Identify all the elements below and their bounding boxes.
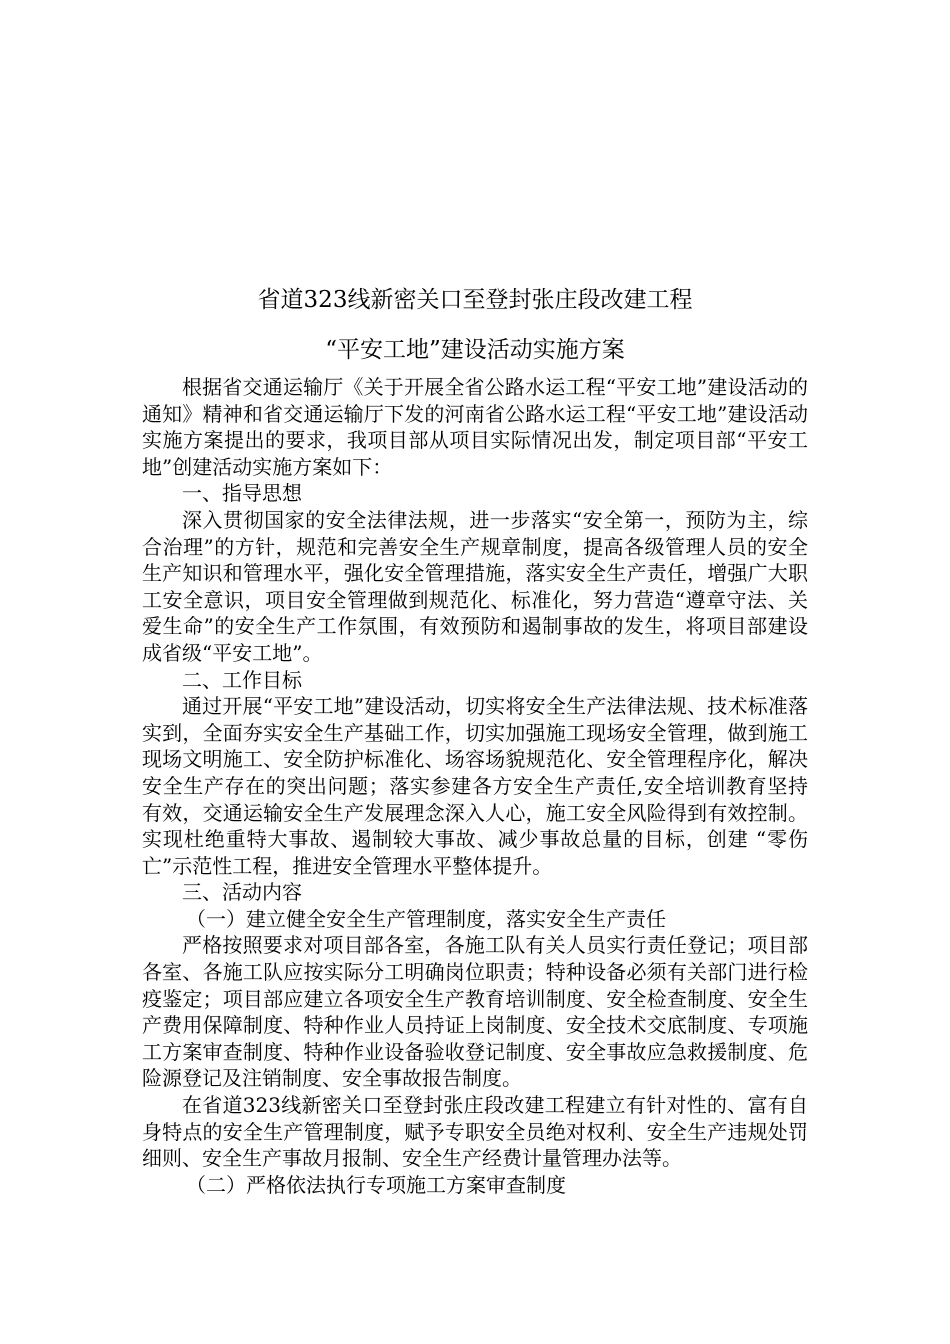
- section-heading-activity-content: 三、活动内容: [182, 880, 302, 905]
- body-paragraph: 通过开展“平安工地”建设活动，切实将安全生产法律法规、技术标准落实到，全面夯实安全生产基础工作，切实加强施工现场安全管理，做到施工现场文明施工、安全防护标准化、场容场貌规范化、安全管理程序化，解决安全生产存在的突出问题；落实参建各方安全生产责任,安全培训教育坚持有效，交通运输安全生产发展理念深入人心，施工安全风险得到有效控制。实现杜绝重特大事故、遏制较大事故、减少事故总量的目标，创建 “零伤亡”示范性工程，推进安全管理水平整体提升。: [142, 694, 808, 878]
- section-heading-guiding-ideology: 一、指导思想: [182, 481, 302, 506]
- document-subtitle: “平安工地”建设活动实施方案: [325, 337, 625, 363]
- body-paragraph: 深入贯彻国家的安全法律法规，进一步落实“安全第一，预防为主，综合治理”的方针，规范和完善安全生产规章制度，提高各级管理人员的安全生产知识和管理水平，强化安全管理措施，落实安全生产责任，增强广大职工安全意识，项目安全管理做到规范化、标准化，努力营造“遵章守法、关爱生命”的安全生产工作氛围，有效预防和遏制事故的发生，将项目部建设成省级“平安工地”。: [142, 507, 808, 665]
- document-title: 省道323线新密关口至登封张庄段改建工程: [257, 287, 693, 313]
- subsection-heading: （二）严格依法执行专项施工方案审查制度: [186, 1172, 566, 1197]
- body-paragraph: 在省道323线新密关口至登封张庄段改建工程建立有针对性的、富有自身特点的安全生产管理制度，赋予专职安全员绝对权利、安全生产违规处罚细则、安全生产事故月报制、安全生产经费计量管理办法等。: [142, 1093, 808, 1171]
- intro-paragraph: 根据省交通运输厅《关于开展全省公路水运工程“平安工地”建设活动的通知》精神和省交通运输厅下发的河南省公路水运工程“平安工地”建设活动实施方案提出的要求，我项目部从项目实际情况出发，制定项目部“平安工地”创建活动实施方案如下：: [142, 375, 808, 479]
- body-paragraph: 严格按照要求对项目部各室，各施工队有关人员实行责任登记；项目部各室、各施工队应按实际分工明确岗位职责；特种设备必须有关部门进行检疫鉴定；项目部应建立各项安全生产教育培训制度、安全检查制度、安全生产费用保障制度、特种作业人员持证上岗制度、安全技术交底制度、专项施工方案审查制度、特种作业设备验收登记制度、安全事故应急救援制度、危险源登记及注销制度、安全事故报告制度。: [142, 933, 808, 1091]
- subsection-heading: （一）建立健全安全生产管理制度，落实安全生产责任: [186, 906, 666, 931]
- section-heading-work-goals: 二、工作目标: [182, 667, 302, 692]
- document-body: [142, 374, 808, 1198]
